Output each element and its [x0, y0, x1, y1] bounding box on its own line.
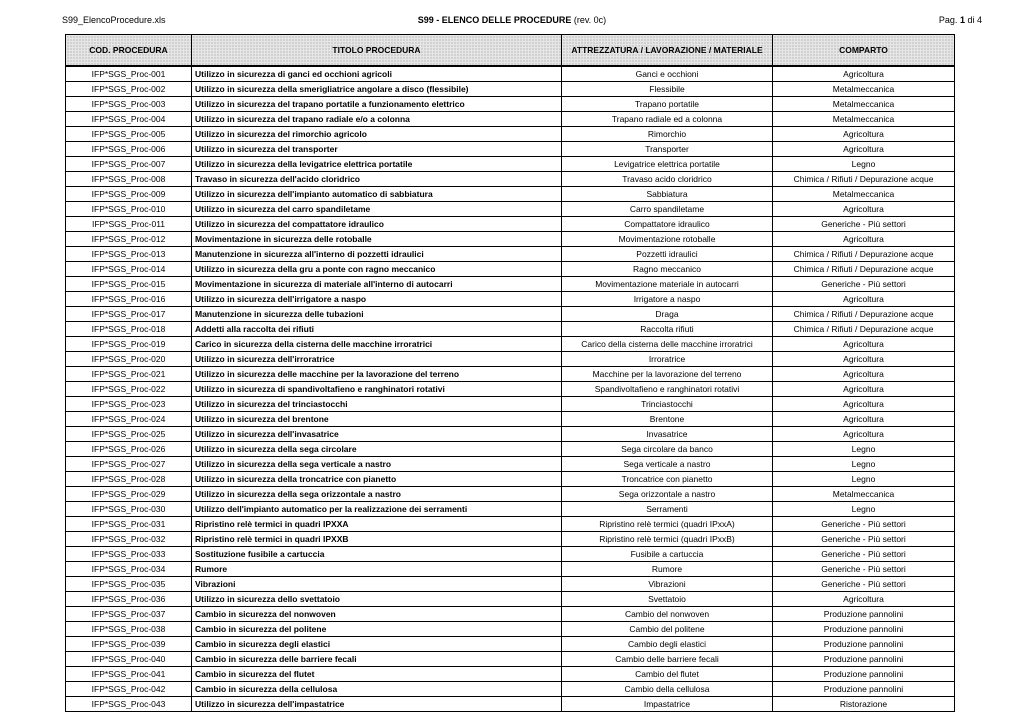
equipment-cell: Impastatrice [562, 697, 773, 712]
procedure-code-cell: IFP*SGS_Proc-026 [66, 442, 192, 457]
equipment-cell: Ripristino relè termici (quadri IPxxB) [562, 532, 773, 547]
table-row [66, 292, 955, 307]
procedure-title-cell: Carico in sicurezza della cisterna delle macchine irroratrici [192, 337, 562, 352]
sector-cell: Chimica / Rifiuti / Depurazione acque [773, 172, 955, 187]
procedure-title-cell: Manutenzione in sicurezza all'interno di pozzetti idraulici [192, 247, 562, 262]
equipment-cell: Movimentazione rotoballe [562, 232, 773, 247]
procedure-title-cell: Cambio in sicurezza del nonwoven [192, 607, 562, 622]
table-row [66, 652, 955, 667]
page-indicator [939, 15, 982, 25]
table-row [66, 187, 955, 202]
sector-cell: Agricoltura [773, 142, 955, 157]
equipment-cell: Brentone [562, 412, 773, 427]
procedure-title-cell: Cambio in sicurezza del flutet [192, 667, 562, 682]
equipment-cell: Flessibile [562, 82, 773, 97]
table-row [66, 397, 955, 412]
sector-cell: Chimica / Rifiuti / Depurazione acque [773, 247, 955, 262]
equipment-cell: Carro spandiletame [562, 202, 773, 217]
equipment-cell: Cambio del politene [562, 622, 773, 637]
table-row [66, 202, 955, 217]
equipment-cell: Ripristino relè termici (quadri IPxxA) [562, 517, 773, 532]
procedure-code-cell: IFP*SGS_Proc-002 [66, 82, 192, 97]
procedure-title-cell: Utilizzo in sicurezza del trinciastocchi [192, 397, 562, 412]
sector-cell: Generiche - Più settori [773, 217, 955, 232]
procedure-title-cell: Utilizzo in sicurezza della troncatrice con pianetto [192, 472, 562, 487]
table-row [66, 82, 955, 97]
equipment-cell: Trinciastocchi [562, 397, 773, 412]
equipment-cell: Irroratrice [562, 352, 773, 367]
procedure-title-cell: Movimentazione in sicurezza di materiale all'interno di autocarri [192, 277, 562, 292]
procedure-title-cell: Sostituzione fusibile a cartuccia [192, 547, 562, 562]
equipment-cell: Raccolta rifiuti [562, 322, 773, 337]
equipment-cell: Travaso acido cloridrico [562, 172, 773, 187]
equipment-cell: Pozzetti idraulici [562, 247, 773, 262]
sector-cell: Legno [773, 472, 955, 487]
procedure-title-cell: Cambio in sicurezza delle barriere fecali [192, 652, 562, 667]
table-row [66, 142, 955, 157]
equipment-cell: Ragno meccanico [562, 262, 773, 277]
procedure-code-cell: IFP*SGS_Proc-004 [66, 112, 192, 127]
procedure-title-cell: Utilizzo in sicurezza della sega circolare [192, 442, 562, 457]
procedure-title-cell: Rumore [192, 562, 562, 577]
equipment-cell: Draga [562, 307, 773, 322]
procedure-title-cell: Utilizzo in sicurezza dello svettatoio [192, 592, 562, 607]
procedure-code-cell: IFP*SGS_Proc-032 [66, 532, 192, 547]
procedure-title-cell: Utilizzo in sicurezza di spandivoltafieno e ranghinatori rotativi [192, 382, 562, 397]
procedure-code-cell: IFP*SGS_Proc-028 [66, 472, 192, 487]
table-body [66, 66, 955, 712]
procedure-code-cell: IFP*SGS_Proc-033 [66, 547, 192, 562]
page-number: 1 [959, 15, 965, 25]
procedure-code-cell: IFP*SGS_Proc-021 [66, 367, 192, 382]
procedure-code-cell: IFP*SGS_Proc-015 [66, 277, 192, 292]
sector-cell: Generiche - Più settori [773, 547, 955, 562]
sector-cell: Produzione pannolini [773, 607, 955, 622]
table-row [66, 577, 955, 592]
sector-cell: Generiche - Più settori [773, 517, 955, 532]
sector-cell: Agricoltura [773, 232, 955, 247]
procedure-code-cell: IFP*SGS_Proc-039 [66, 637, 192, 652]
procedure-code-cell: IFP*SGS_Proc-013 [66, 247, 192, 262]
equipment-cell: Carico della cisterna delle macchine irroratrici [562, 337, 773, 352]
equipment-cell: Svettatoio [562, 592, 773, 607]
equipment-cell: Levigatrice elettrica portatile [562, 157, 773, 172]
equipment-cell: Rimorchio [562, 127, 773, 142]
table-row [66, 547, 955, 562]
table-row [66, 97, 955, 112]
table-row [66, 487, 955, 502]
sector-cell: Agricoltura [773, 367, 955, 382]
procedure-code-cell: IFP*SGS_Proc-020 [66, 352, 192, 367]
sector-cell: Generiche - Più settori [773, 532, 955, 547]
table-row [66, 697, 955, 712]
procedure-title-cell: Vibrazioni [192, 577, 562, 592]
sector-cell: Produzione pannolini [773, 667, 955, 682]
sector-cell: Agricoltura [773, 127, 955, 142]
table-row [66, 622, 955, 637]
sector-cell: Agricoltura [773, 66, 955, 82]
equipment-cell: Serramenti [562, 502, 773, 517]
table-row [66, 127, 955, 142]
sector-cell: Agricoltura [773, 352, 955, 367]
procedure-title-cell: Utilizzo in sicurezza del brentone [192, 412, 562, 427]
procedure-title-cell: Utilizzo in sicurezza della sega orizzontale a nastro [192, 487, 562, 502]
sector-cell: Generiche - Più settori [773, 577, 955, 592]
equipment-cell: Sega circolare da banco [562, 442, 773, 457]
table-row [66, 217, 955, 232]
procedure-code-cell: IFP*SGS_Proc-040 [66, 652, 192, 667]
procedure-code-cell: IFP*SGS_Proc-042 [66, 682, 192, 697]
table-row [66, 367, 955, 382]
sector-cell: Metalmeccanica [773, 97, 955, 112]
procedure-title-cell: Addetti alla raccolta dei rifiuti [192, 322, 562, 337]
equipment-cell: Troncatrice con pianetto [562, 472, 773, 487]
equipment-cell: Movimentazione materiale in autocarri [562, 277, 773, 292]
procedure-title-cell: Travaso in sicurezza dell'acido cloridrico [192, 172, 562, 187]
sector-cell: Produzione pannolini [773, 637, 955, 652]
equipment-cell: Cambio del nonwoven [562, 607, 773, 622]
table-row [66, 322, 955, 337]
procedure-title-cell: Cambio in sicurezza degli elastici [192, 637, 562, 652]
procedure-code-cell: IFP*SGS_Proc-007 [66, 157, 192, 172]
equipment-cell: Cambio degli elastici [562, 637, 773, 652]
procedure-code-cell: IFP*SGS_Proc-011 [66, 217, 192, 232]
procedure-code-cell: IFP*SGS_Proc-001 [66, 66, 192, 82]
procedure-title-cell: Utilizzo in sicurezza dell'irroratrice [192, 352, 562, 367]
equipment-cell: Cambio delle barriere fecali [562, 652, 773, 667]
equipment-cell: Transporter [562, 142, 773, 157]
equipment-cell: Sega verticale a nastro [562, 457, 773, 472]
procedure-title-cell: Cambio in sicurezza della cellulosa [192, 682, 562, 697]
procedure-title-cell: Cambio in sicurezza del politene [192, 622, 562, 637]
equipment-cell: Compattatore idraulico [562, 217, 773, 232]
sector-cell: Produzione pannolini [773, 682, 955, 697]
procedure-code-cell: IFP*SGS_Proc-017 [66, 307, 192, 322]
equipment-cell: Sabbiatura [562, 187, 773, 202]
column-header-equipment: ATTREZZATURA / LAVORAZIONE / MATERIALE [562, 35, 773, 67]
table-row [66, 667, 955, 682]
sector-cell: Agricoltura [773, 397, 955, 412]
sector-cell: Legno [773, 502, 955, 517]
column-header-code: COD. PROCEDURA [66, 35, 192, 67]
procedure-title-cell: Ripristino relè termici in quadri IPXXA [192, 517, 562, 532]
equipment-cell: Rumore [562, 562, 773, 577]
table-row [66, 112, 955, 127]
table-row [66, 442, 955, 457]
table-row [66, 682, 955, 697]
sector-cell: Produzione pannolini [773, 622, 955, 637]
sector-cell: Agricoltura [773, 427, 955, 442]
procedure-code-cell: IFP*SGS_Proc-010 [66, 202, 192, 217]
procedure-title-cell: Utilizzo in sicurezza di ganci ed occhioni agricoli [192, 66, 562, 82]
equipment-cell: Invasatrice [562, 427, 773, 442]
sector-cell: Agricoltura [773, 382, 955, 397]
procedure-code-cell: IFP*SGS_Proc-005 [66, 127, 192, 142]
table-row [66, 352, 955, 367]
table-row [66, 66, 955, 82]
table-row [66, 517, 955, 532]
procedure-code-cell: IFP*SGS_Proc-024 [66, 412, 192, 427]
procedure-title-cell: Utilizzo in sicurezza della levigatrice elettrica portatile [192, 157, 562, 172]
equipment-cell: Irrigatore a naspo [562, 292, 773, 307]
equipment-cell: Vibrazioni [562, 577, 773, 592]
procedure-code-cell: IFP*SGS_Proc-019 [66, 337, 192, 352]
procedure-code-cell: IFP*SGS_Proc-034 [66, 562, 192, 577]
procedure-title-cell: Utilizzo in sicurezza dell'invasatrice [192, 427, 562, 442]
procedure-code-cell: IFP*SGS_Proc-038 [66, 622, 192, 637]
table-row [66, 262, 955, 277]
equipment-cell: Spandivoltafieno e ranghinatori rotativi [562, 382, 773, 397]
procedure-code-cell: IFP*SGS_Proc-003 [66, 97, 192, 112]
procedure-code-cell: IFP*SGS_Proc-014 [66, 262, 192, 277]
equipment-cell: Cambio della cellulosa [562, 682, 773, 697]
procedure-title-cell: Ripristino relè termici in quadri IPXXB [192, 532, 562, 547]
sector-cell: Metalmeccanica [773, 487, 955, 502]
sector-cell: Agricoltura [773, 292, 955, 307]
procedure-code-cell: IFP*SGS_Proc-035 [66, 577, 192, 592]
sector-cell: Chimica / Rifiuti / Depurazione acque [773, 322, 955, 337]
procedure-code-cell: IFP*SGS_Proc-041 [66, 667, 192, 682]
procedure-code-cell: IFP*SGS_Proc-043 [66, 697, 192, 712]
sector-cell: Metalmeccanica [773, 82, 955, 97]
table-row [66, 637, 955, 652]
procedure-code-cell: IFP*SGS_Proc-027 [66, 457, 192, 472]
procedure-code-cell: IFP*SGS_Proc-012 [66, 232, 192, 247]
procedure-title-cell: Utilizzo in sicurezza della gru a ponte con ragno meccanico [192, 262, 562, 277]
table-row [66, 172, 955, 187]
column-header-title: TITOLO PROCEDURA [192, 35, 562, 67]
procedure-code-cell: IFP*SGS_Proc-016 [66, 292, 192, 307]
table-header-row [66, 35, 955, 67]
table-row [66, 232, 955, 247]
table-row [66, 607, 955, 622]
procedure-title-cell: Utilizzo dell'impianto automatico per la realizzazione dei serramenti [192, 502, 562, 517]
table-row [66, 337, 955, 352]
sector-cell: Agricoltura [773, 412, 955, 427]
sector-cell: Produzione pannolini [773, 652, 955, 667]
equipment-cell: Cambio del flutet [562, 667, 773, 682]
sector-cell: Metalmeccanica [773, 187, 955, 202]
document-title-main: S99 - ELENCO DELLE PROCEDURE [417, 15, 572, 25]
sector-cell: Chimica / Rifiuti / Depurazione acque [773, 307, 955, 322]
document-title [0, 15, 1024, 25]
sector-cell: Generiche - Più settori [773, 562, 955, 577]
procedure-title-cell: Utilizzo in sicurezza del carro spandiletame [192, 202, 562, 217]
procedure-title-cell: Utilizzo in sicurezza dell'impastatrice [192, 697, 562, 712]
page-prefix: Pag. [938, 15, 958, 25]
procedure-code-cell: IFP*SGS_Proc-018 [66, 322, 192, 337]
procedure-code-cell: IFP*SGS_Proc-030 [66, 502, 192, 517]
sector-cell: Legno [773, 157, 955, 172]
table-row [66, 562, 955, 577]
procedure-code-cell: IFP*SGS_Proc-008 [66, 172, 192, 187]
procedure-code-cell: IFP*SGS_Proc-006 [66, 142, 192, 157]
table-row [66, 592, 955, 607]
procedure-code-cell: IFP*SGS_Proc-036 [66, 592, 192, 607]
table-row [66, 532, 955, 547]
table-row [66, 412, 955, 427]
table-row [66, 502, 955, 517]
equipment-cell: Trapano portatile [562, 97, 773, 112]
procedure-title-cell: Movimentazione in sicurezza delle rotoballe [192, 232, 562, 247]
procedure-code-cell: IFP*SGS_Proc-025 [66, 427, 192, 442]
sector-cell: Legno [773, 442, 955, 457]
table-row [66, 247, 955, 262]
procedure-title-cell: Utilizzo in sicurezza del transporter [192, 142, 562, 157]
procedure-title-cell: Manutenzione in sicurezza delle tubazioni [192, 307, 562, 322]
procedure-title-cell: Utilizzo in sicurezza dell'impianto automatico di sabbiatura [192, 187, 562, 202]
procedure-code-cell: IFP*SGS_Proc-037 [66, 607, 192, 622]
procedures-table [65, 34, 955, 712]
procedure-title-cell: Utilizzo in sicurezza della smerigliatrice angolare a disco (flessibile) [192, 82, 562, 97]
procedure-code-cell: IFP*SGS_Proc-029 [66, 487, 192, 502]
procedure-title-cell: Utilizzo in sicurezza del rimorchio agricolo [192, 127, 562, 142]
equipment-cell: Macchine per la lavorazione del terreno [562, 367, 773, 382]
table-row [66, 457, 955, 472]
table-row [66, 427, 955, 442]
procedure-code-cell: IFP*SGS_Proc-009 [66, 187, 192, 202]
table-row [66, 277, 955, 292]
table-row [66, 157, 955, 172]
sector-cell: Legno [773, 457, 955, 472]
page-suffix: di 4 [967, 15, 982, 25]
file-name: S99_ElencoProcedure.xls [62, 15, 166, 25]
column-header-sector: COMPARTO [773, 35, 955, 67]
procedure-title-cell: Utilizzo in sicurezza del trapano portatile a funzionamento elettrico [192, 97, 562, 112]
procedure-code-cell: IFP*SGS_Proc-031 [66, 517, 192, 532]
sector-cell: Agricoltura [773, 202, 955, 217]
sector-cell: Agricoltura [773, 592, 955, 607]
procedure-title-cell: Utilizzo in sicurezza del compattatore idraulico [192, 217, 562, 232]
sector-cell: Metalmeccanica [773, 112, 955, 127]
equipment-cell: Sega orizzontale a nastro [562, 487, 773, 502]
table-row [66, 307, 955, 322]
equipment-cell: Trapano radiale ed a colonna [562, 112, 773, 127]
procedure-code-cell: IFP*SGS_Proc-022 [66, 382, 192, 397]
equipment-cell: Fusibile a cartuccia [562, 547, 773, 562]
sector-cell: Chimica / Rifiuti / Depurazione acque [773, 262, 955, 277]
procedure-title-cell: Utilizzo in sicurezza dell'irrigatore a naspo [192, 292, 562, 307]
table-row [66, 382, 955, 397]
equipment-cell: Ganci e occhioni [562, 66, 773, 82]
procedure-code-cell: IFP*SGS_Proc-023 [66, 397, 192, 412]
procedure-title-cell: Utilizzo in sicurezza del trapano radiale e/o a colonna [192, 112, 562, 127]
document-revision: (rev. 0c) [573, 15, 607, 25]
procedure-title-cell: Utilizzo in sicurezza delle macchine per la lavorazione del terreno [192, 367, 562, 382]
sector-cell: Ristorazione [773, 697, 955, 712]
table-row [66, 472, 955, 487]
sector-cell: Agricoltura [773, 337, 955, 352]
sector-cell: Generiche - Più settori [773, 277, 955, 292]
procedure-title-cell: Utilizzo in sicurezza della sega verticale a nastro [192, 457, 562, 472]
